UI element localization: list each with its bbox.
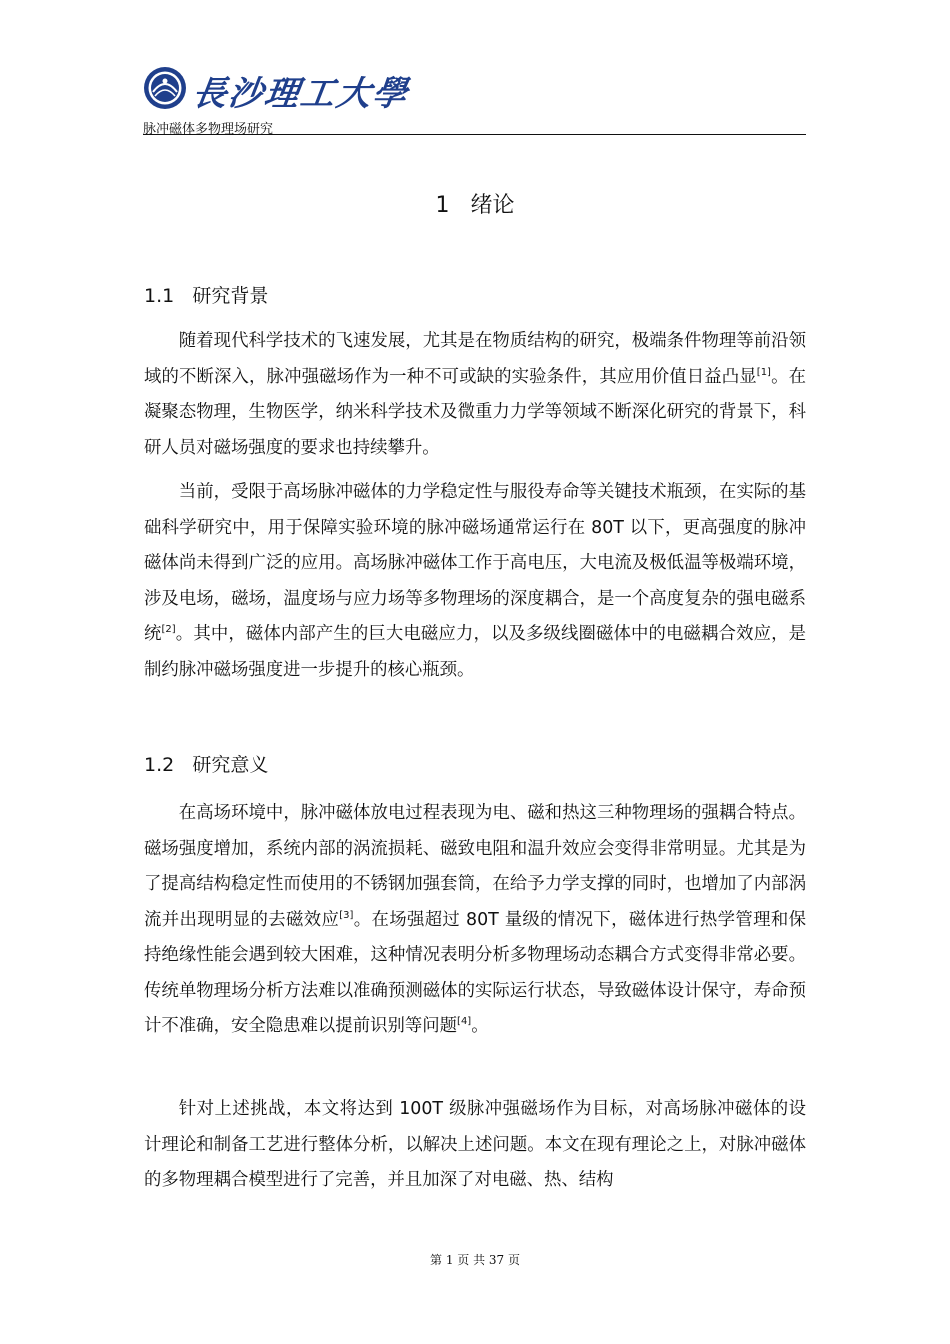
section-title: 研究意义 <box>192 754 269 776</box>
section-heading-background <box>144 281 268 308</box>
paragraph-text: 。在凝聚态物理，生物医学，纳米科学技术及微重力力学等领域不断深化研究的背景下，科研人员对磁场强度的要求也持续攀升。 <box>144 366 806 458</box>
paragraph-1 <box>144 324 806 466</box>
citation: [1] <box>756 366 771 378</box>
chapter-number: 1 <box>435 193 450 218</box>
paragraph-text: 在高场环境中，脉冲磁体放电过程表现为电、磁和热这三种物理场的强耦合特点。磁场强度增加，系统内部的涡流损耗、磁致电阻和温升效应会变得非常明显。尤其是为了提高结构稳定性而使用的不锈钢加强套筒，在给予力学支撑的同时，也增加了内部涡流并出现明显的去磁效应 <box>144 803 806 930</box>
citation: [3] <box>339 909 354 921</box>
chapter-name: 绪论 <box>470 193 515 218</box>
paragraph-text: 针对上述挑战，本文将达到 100T 级脉冲强磁场作为目标，对高场脉冲磁体的设计理论和制备工艺进行整体分析，以解决上述问题。本文在现有理论之上，对脉冲磁体的多物理耦合模型进行了完善，并且加深了对电磁、热、结构 <box>144 1099 806 1190</box>
paragraph-text: 。其中，磁体内部产生的巨大电磁应力，以及多级线圈磁体中的电磁耦合效应，是制约脉冲磁场强度进一步提升的核心瓶颈。 <box>144 624 806 680</box>
section-heading-significance <box>144 750 268 777</box>
paragraph-text: 随着现代科学技术的飞速发展，尤其是在物质结构的研究，极端条件物理等前沿领域的不断深入，脉冲强磁场作为一种不可或缺的实验条件，其应用价值日益凸显 <box>144 331 806 387</box>
paragraph-2 <box>144 475 806 688</box>
section-number: 1.2 <box>144 754 175 776</box>
paragraph-3 <box>144 796 806 1045</box>
section-number: 1.1 <box>144 285 175 307</box>
paragraph-4 <box>144 1092 806 1199</box>
university-emblem-icon <box>143 66 187 110</box>
university-wordmark: 長沙理工大學 <box>189 74 412 114</box>
paragraph-text: 。在场强超过 80T 量级的情况下，磁体进行热学管理和保持绝缘性能会遇到较大困难，这种情况表明分析多物理场动态耦合方式变得非常必要。传统单物理场分析方法难以准确预测磁体的实际运行状态，导致磁体设计保守，寿命预计不准确，安全隐患难以提前识别等问题 <box>144 909 806 1036</box>
citation: [2] <box>161 624 176 636</box>
running-title: 脉冲磁体多物理场研究 <box>143 122 274 137</box>
section-title: 研究背景 <box>192 285 269 307</box>
paragraph-text: 。 <box>471 1016 489 1036</box>
chapter-title <box>0 188 950 219</box>
header-rule <box>143 134 806 135</box>
page-footer: 第 1 页 共 37 页 <box>430 1253 520 1267</box>
page-header <box>143 66 806 136</box>
citation: [4] <box>457 1016 472 1028</box>
paragraph-text: 当前，受限于高场脉冲磁体的力学稳定性与服役寿命等关键技术瓶颈，在实际的基础科学研究中，用于保障实验环境的脉冲磁场通常运行在 80T 以下，更高强度的脉冲磁体尚未得到广泛的应用。高场脉冲磁体工作于高电压，大电流及极低温等极端环境，涉及电场，磁场，温度场与应力场等多物理场的深度耦合，是一个高度复杂的强电磁系统 <box>144 482 806 644</box>
